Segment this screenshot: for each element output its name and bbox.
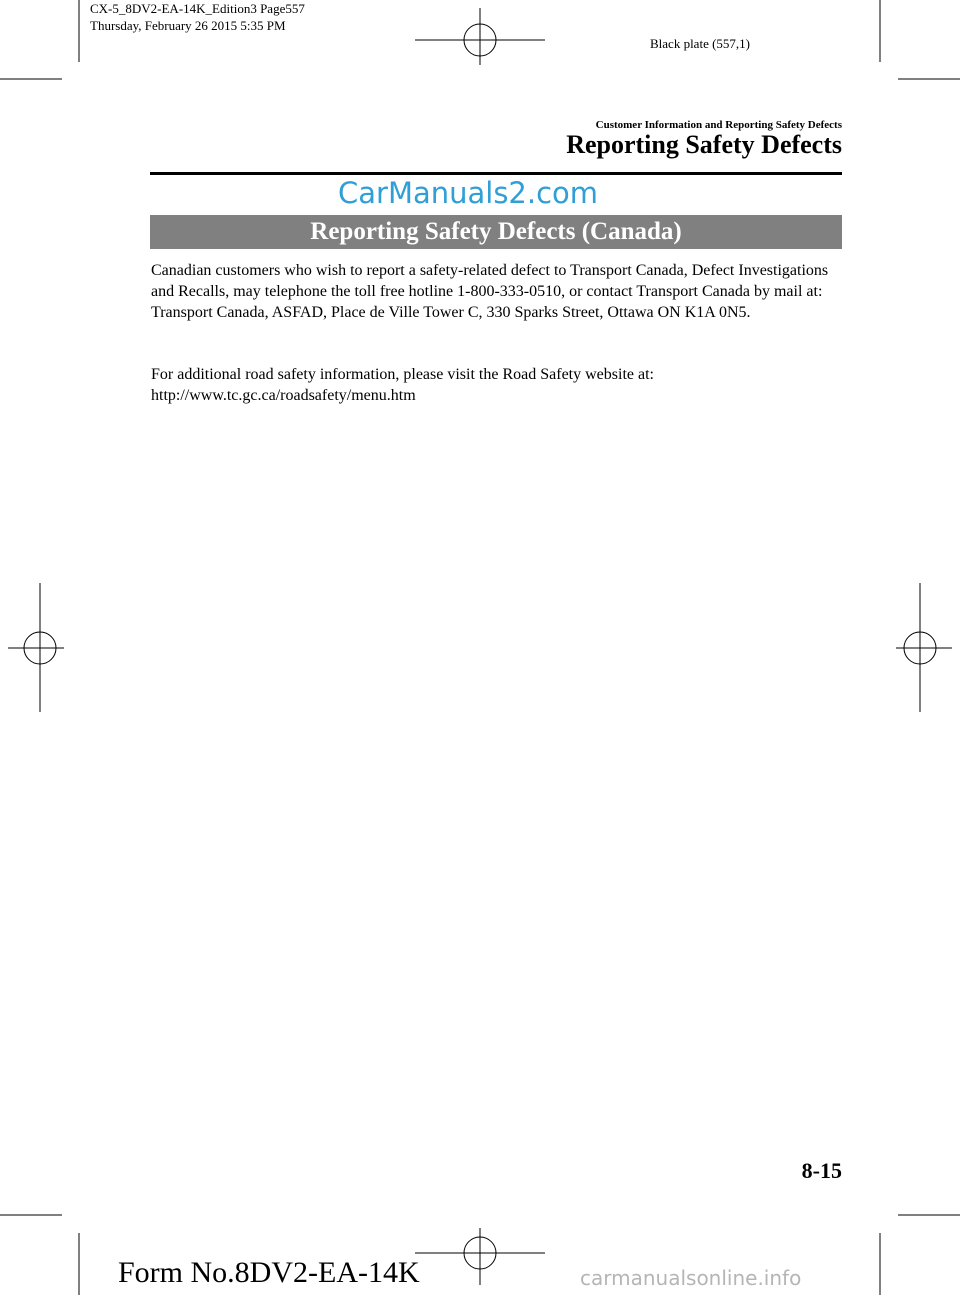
page-number: 8-15 [801, 1158, 842, 1183]
registration-mark-icon [415, 1228, 545, 1285]
page-title: Reporting Safety Defects [566, 130, 842, 159]
watermark-link[interactable]: CarManuals2.com [338, 176, 599, 210]
print-info-line2: Thursday, February 26 2015 5:35 PM [90, 18, 286, 33]
paragraph-contact: Canadian customers who wish to report a safety-related defect to Transport Canada, Defect Investigations and Recalls, may telephone the toll free hotline 1-800-333-0510, or contact Transport Canada by mail at: Transport Canada, ASFAD, Place de Ville Tower C, 330 Sparks Street, Ottawa ON K1A 0N5. [151, 262, 829, 321]
print-info-line1: CX-5_8DV2-EA-14K_Edition3 Page557 [90, 1, 305, 16]
registration-mark-icon [8, 583, 64, 712]
watermark-bottom[interactable]: carmanualsonline.info [580, 1266, 802, 1290]
title-rule [150, 172, 842, 175]
plate-info: Black plate (557,1) [650, 36, 750, 51]
form-number: Form No.8DV2-EA-14K [118, 1256, 420, 1289]
paragraph-website [151, 364, 851, 406]
registration-mark-icon [896, 583, 952, 712]
website-url[interactable]: http://www.tc.gc.ca/roadsafety/menu.htm [151, 387, 416, 404]
section-banner: Reporting Safety Defects (Canada) [150, 215, 842, 249]
paragraph-website-text: For additional road safety information, please visit the Road Safety website at: [151, 366, 654, 383]
section-label: Customer Information and Reporting Safety Defects [595, 119, 842, 131]
registration-mark-icon [415, 8, 545, 65]
print-info [90, 0, 305, 34]
